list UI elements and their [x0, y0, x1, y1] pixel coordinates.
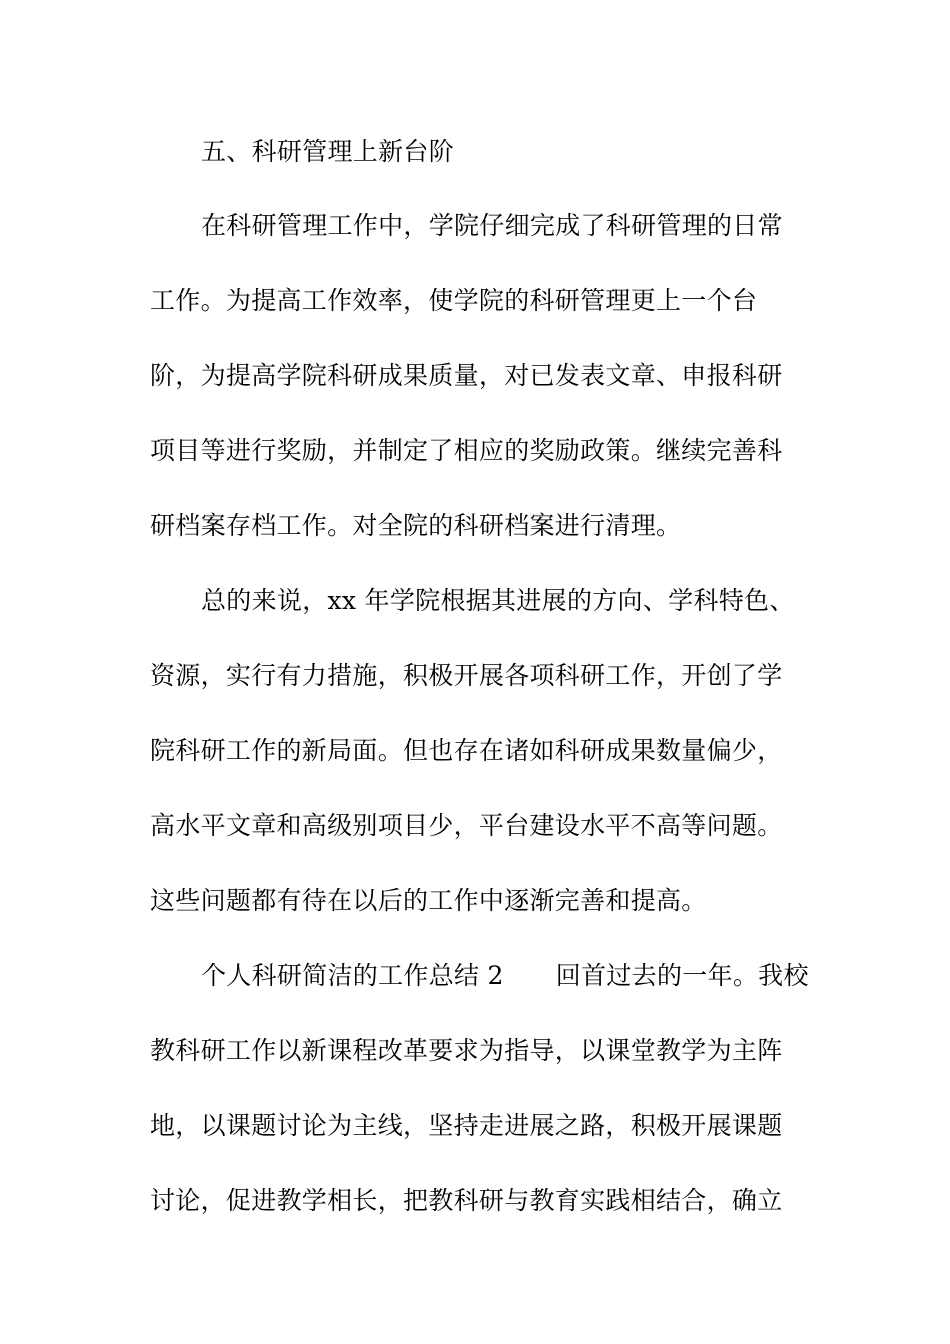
paragraph-line: 项目等进行奖励，并制定了相应的奖励政策。继续完善科 — [150, 436, 783, 465]
paragraph-line: 高水平文章和高级别项目少，平台建设水平不高等问题。 — [150, 811, 783, 840]
section-heading: 五、科研管理上新台阶 — [201, 137, 455, 166]
paragraph-line: 工作。为提高工作效率，使学院的科研管理更上一个台 — [150, 286, 758, 315]
paragraph-text: 回首过去的一年。我校 — [555, 961, 809, 990]
paragraph-line: 研档案存档工作。对全院的科研档案进行清理。 — [150, 511, 682, 540]
paragraph-line: 总的来说，xx 年学院根据其进展的方向、学科特色、 — [201, 586, 795, 615]
section-title: 个人科研简洁的工作总结 2 — [201, 961, 504, 990]
paragraph-line: 资源，实行有力措施，积极开展各项科研工作，开创了学 — [150, 661, 783, 690]
paragraph-line — [201, 961, 809, 991]
paragraph-line: 阶，为提高学院科研成果质量，对已发表文章、申报科研 — [150, 361, 783, 390]
paragraph-line: 在科研管理工作中，学院仔细完成了科研管理的日常 — [201, 211, 783, 240]
paragraph-line: 这些问题都有待在以后的工作中逐渐完善和提高。 — [150, 886, 707, 915]
paragraph-line: 教科研工作以新课程改革要求为指导，以课堂教学为主阵 — [150, 1036, 783, 1065]
paragraph-line: 院科研工作的新局面。但也存在诸如科研成果数量偏少， — [150, 736, 783, 765]
paragraph-line: 讨论，促进教学相长，把教科研与教育实践相结合，确立 — [150, 1186, 783, 1215]
paragraph-line: 地，以课题讨论为主线，坚持走进展之路，积极开展课题 — [150, 1111, 783, 1140]
